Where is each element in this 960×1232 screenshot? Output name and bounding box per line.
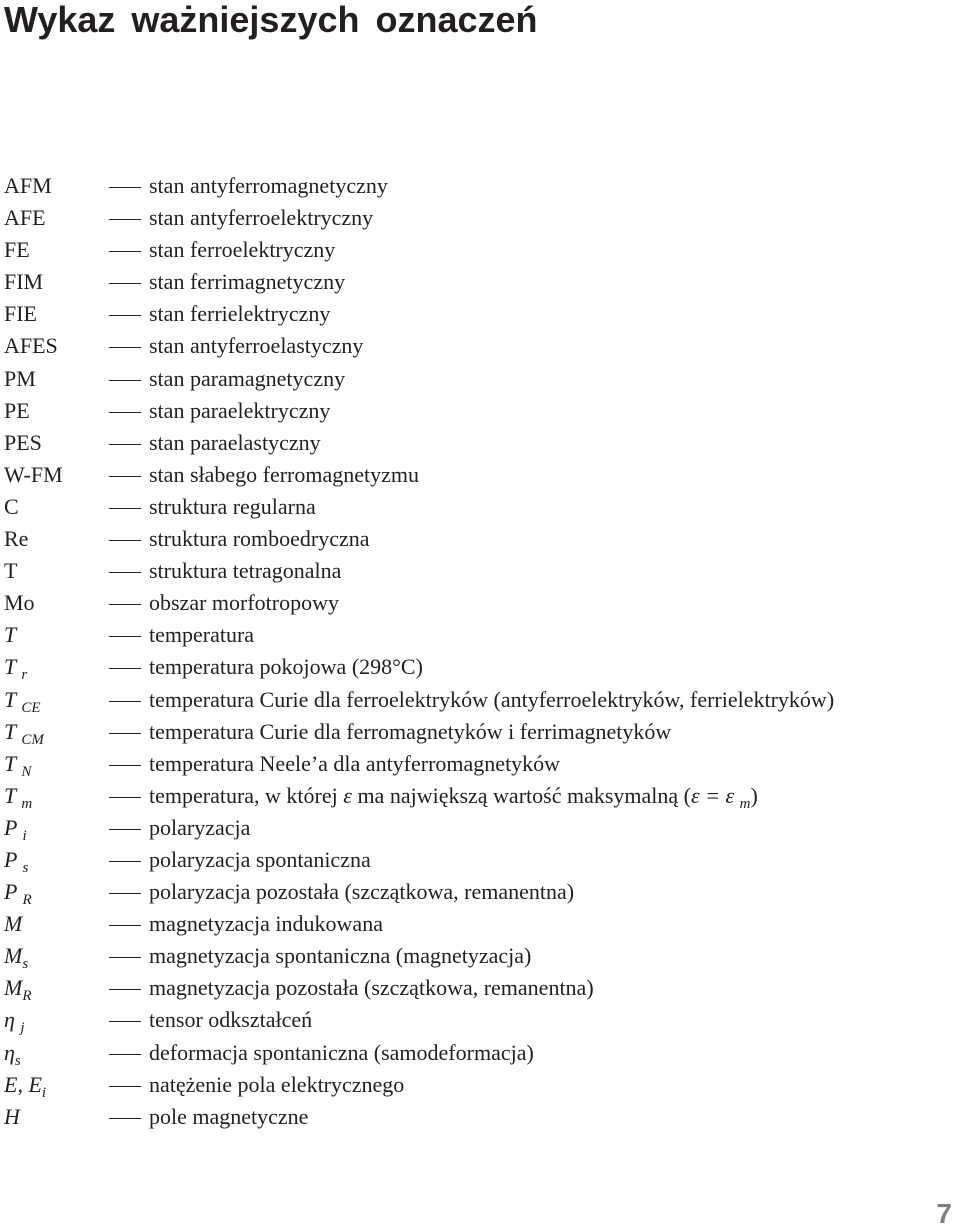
dash-separator: [105, 716, 145, 748]
dash-separator: [105, 844, 145, 876]
notation-symbol: [0, 876, 105, 908]
notation-entry-mr: [0, 972, 960, 1004]
notation-description: tensor odkształceń: [149, 1007, 313, 1033]
notation-entry-c: [0, 491, 960, 523]
notation-symbol: [0, 748, 105, 780]
notation-description: stan antyferromagnetyczny: [149, 173, 388, 198]
notation-entry-afes: [0, 330, 960, 362]
symbol-base: P: [4, 814, 18, 840]
notation-symbol: [0, 1004, 105, 1036]
notation-description: magnetyzacja pozostała (szczątkowa, remanentna): [149, 975, 594, 1001]
notation-symbol: M: [4, 911, 23, 937]
dash-separator: [105, 523, 145, 555]
notation-description: [145, 780, 960, 812]
notation-entry-ms: [0, 940, 960, 972]
epsilon-equation: ε = ε: [690, 782, 735, 808]
notation-description: polaryzacja spontaniczna: [149, 846, 371, 872]
symbol-base: E, E: [4, 1071, 42, 1097]
notation-symbol: AFES: [4, 333, 58, 359]
notation-description: magnetyzacja spontaniczna (magnetyzacja): [149, 943, 532, 969]
notation-description: struktura romboedryczna: [149, 526, 370, 552]
description-text: temperatura, w której: [149, 782, 338, 808]
dash-separator: [105, 972, 145, 1004]
dash-separator: [105, 170, 145, 202]
notation-symbol: FIM: [4, 269, 44, 295]
notation-description: stan paraelektryczny: [149, 397, 331, 423]
notation-entry-afe: [0, 202, 960, 234]
notation-description: struktura tetragonalna: [149, 558, 342, 584]
notation-entry-fe: [0, 234, 960, 266]
dash-separator: [105, 812, 145, 844]
symbol-base: T: [4, 718, 16, 744]
symbol-subscript: r: [21, 667, 28, 684]
notation-symbol: PES: [4, 429, 42, 455]
symbol-base: η: [4, 1039, 15, 1065]
notation-entry-t-structure: [0, 555, 960, 587]
notation-entry-tm: [0, 780, 960, 812]
dash-separator: [105, 684, 145, 716]
notation-description: stan antyferroelektryczny: [149, 205, 374, 231]
notation-description: stan ferrimagnetyczny: [149, 269, 346, 295]
notation-description: stan ferroelektryczny: [149, 237, 336, 263]
symbol-base: T: [4, 654, 16, 680]
notation-entry-pr: [0, 876, 960, 908]
notation-list: [0, 170, 960, 1133]
symbol-subscript: i: [41, 1084, 47, 1101]
closing-paren: ): [750, 782, 758, 808]
notation-entry-e: [0, 1069, 960, 1101]
notation-symbol: Re: [4, 526, 29, 552]
symbol-subscript: s: [22, 956, 29, 973]
notation-symbol: FIE: [4, 301, 37, 327]
symbol-base: M: [4, 943, 23, 969]
dash-separator: [105, 908, 145, 940]
notation-description: struktura regularna: [149, 493, 316, 519]
notation-entry-afm: [0, 170, 960, 202]
notation-description: polaryzacja pozostała (szczątkowa, remanentna): [149, 879, 575, 905]
symbol-base: P: [4, 846, 18, 872]
notation-symbol: T: [4, 558, 18, 584]
notation-symbol: [0, 1037, 105, 1069]
dash-separator: [105, 940, 145, 972]
notation-symbol: W-FM: [4, 461, 63, 487]
symbol-subscript: m: [21, 795, 33, 812]
notation-description: temperatura: [149, 622, 255, 648]
dash-separator: [105, 234, 145, 266]
symbol-subscript: N: [21, 763, 32, 780]
notation-entry-temperature: [0, 619, 960, 651]
notation-description: stan słabego ferromagnetyzmu: [149, 461, 420, 487]
dash-separator: [105, 1004, 145, 1036]
notation-symbol: C: [4, 493, 19, 519]
notation-symbol: PE: [4, 397, 30, 423]
notation-entry-m: [0, 908, 960, 940]
notation-description: temperatura Neele’a dla antyferromagnetyków: [149, 750, 561, 776]
notation-symbol: T: [4, 622, 17, 648]
symbol-subscript: R: [22, 988, 32, 1005]
notation-entry-h: [0, 1101, 960, 1133]
dash-separator: [105, 780, 145, 812]
symbol-base: P: [4, 879, 18, 905]
symbol-base: M: [4, 975, 23, 1001]
notation-symbol: [0, 844, 105, 876]
notation-symbol: [0, 716, 105, 748]
notation-entry-fim: [0, 266, 960, 298]
notation-symbol: [0, 940, 105, 972]
symbol-subscript: i: [22, 827, 27, 844]
page-number: 7: [936, 1198, 952, 1229]
notation-entry-eta-s: [0, 1037, 960, 1069]
dash-separator: [105, 1069, 145, 1101]
equation-subscript: m: [739, 795, 751, 812]
notation-description: stan paramagnetyczny: [149, 365, 346, 391]
notation-description: natężenie pola elektrycznego: [149, 1071, 405, 1097]
notation-entry-tce: [0, 684, 960, 716]
dash-separator: [105, 555, 145, 587]
notation-entry-pes: [0, 427, 960, 459]
notation-symbol: [0, 1069, 105, 1101]
symbol-subscript: j: [20, 1020, 25, 1037]
dash-separator: [105, 1037, 145, 1069]
dash-separator: [105, 395, 145, 427]
notation-description: stan paraelastyczny: [149, 429, 321, 455]
notation-description: pole magnetyczne: [149, 1103, 309, 1129]
notation-description: stan ferrielektryczny: [149, 301, 331, 327]
symbol-base: η: [4, 1007, 15, 1033]
notation-symbol: [0, 972, 105, 1004]
notation-description: temperatura Curie dla ferromagnetyków i ferrimagnetyków: [149, 718, 672, 744]
notation-entry-pm: [0, 363, 960, 395]
notation-description: temperatura pokojowa (298°C): [149, 654, 423, 680]
dash-separator: [105, 619, 145, 651]
symbol-base: T: [4, 686, 16, 712]
notation-symbol: AFE: [4, 205, 46, 231]
description-text: ma największą wartość maksymalną (: [357, 782, 691, 808]
symbol-base: T: [4, 750, 16, 776]
notation-description: deformacja spontaniczna (samodeformacja): [149, 1039, 534, 1065]
notation-entry-fie: [0, 298, 960, 330]
dash-separator: [105, 1101, 145, 1133]
notation-entry-mo: [0, 587, 960, 619]
dash-separator: [105, 459, 145, 491]
notation-entry-pe: [0, 395, 960, 427]
dash-separator: [105, 748, 145, 780]
notation-description: stan antyferroelastyczny: [149, 333, 364, 359]
symbol-subscript: CE: [21, 699, 41, 716]
symbol-subscript: CM: [21, 731, 44, 748]
symbol-subscript: s: [14, 1052, 21, 1069]
notation-description: temperatura Curie dla ferroelektryków (antyferroelektryków, ferrielektryków): [149, 686, 835, 712]
dash-separator: [105, 363, 145, 395]
notation-description: polaryzacja: [149, 814, 251, 840]
notation-entry-tr: [0, 651, 960, 683]
notation-description: obszar morfotropowy: [149, 590, 340, 616]
symbol-base: T: [4, 782, 16, 808]
symbol-subscript: R: [22, 892, 32, 909]
page-title: Wykaz ważniejszych oznaczeń: [4, 0, 538, 40]
epsilon-symbol: ε: [343, 782, 352, 808]
dash-separator: [105, 876, 145, 908]
notation-symbol: Mo: [4, 590, 35, 616]
notation-symbol: FE: [4, 237, 30, 263]
dash-separator: [105, 491, 145, 523]
notation-entry-eta-j: [0, 1004, 960, 1036]
dash-separator: [105, 587, 145, 619]
notation-symbol: [0, 684, 105, 716]
notation-symbol: [0, 651, 105, 683]
notation-symbol: H: [4, 1103, 20, 1129]
dash-separator: [105, 266, 145, 298]
notation-description: magnetyzacja indukowana: [149, 911, 383, 937]
notation-entry-re: [0, 523, 960, 555]
notation-entry-pi: [0, 812, 960, 844]
symbol-subscript: s: [22, 859, 29, 876]
notation-symbol: [0, 812, 105, 844]
notation-symbol: [0, 780, 105, 812]
dash-separator: [105, 651, 145, 683]
notation-entry-tcm: [0, 716, 960, 748]
dash-separator: [105, 330, 145, 362]
dash-separator: [105, 298, 145, 330]
notation-entry-ps: [0, 844, 960, 876]
notation-symbol: AFM: [4, 173, 52, 198]
notation-entry-tn: [0, 748, 960, 780]
dash-separator: [105, 427, 145, 459]
notation-symbol: PM: [4, 365, 36, 391]
notation-entry-wfm: [0, 459, 960, 491]
dash-separator: [105, 202, 145, 234]
